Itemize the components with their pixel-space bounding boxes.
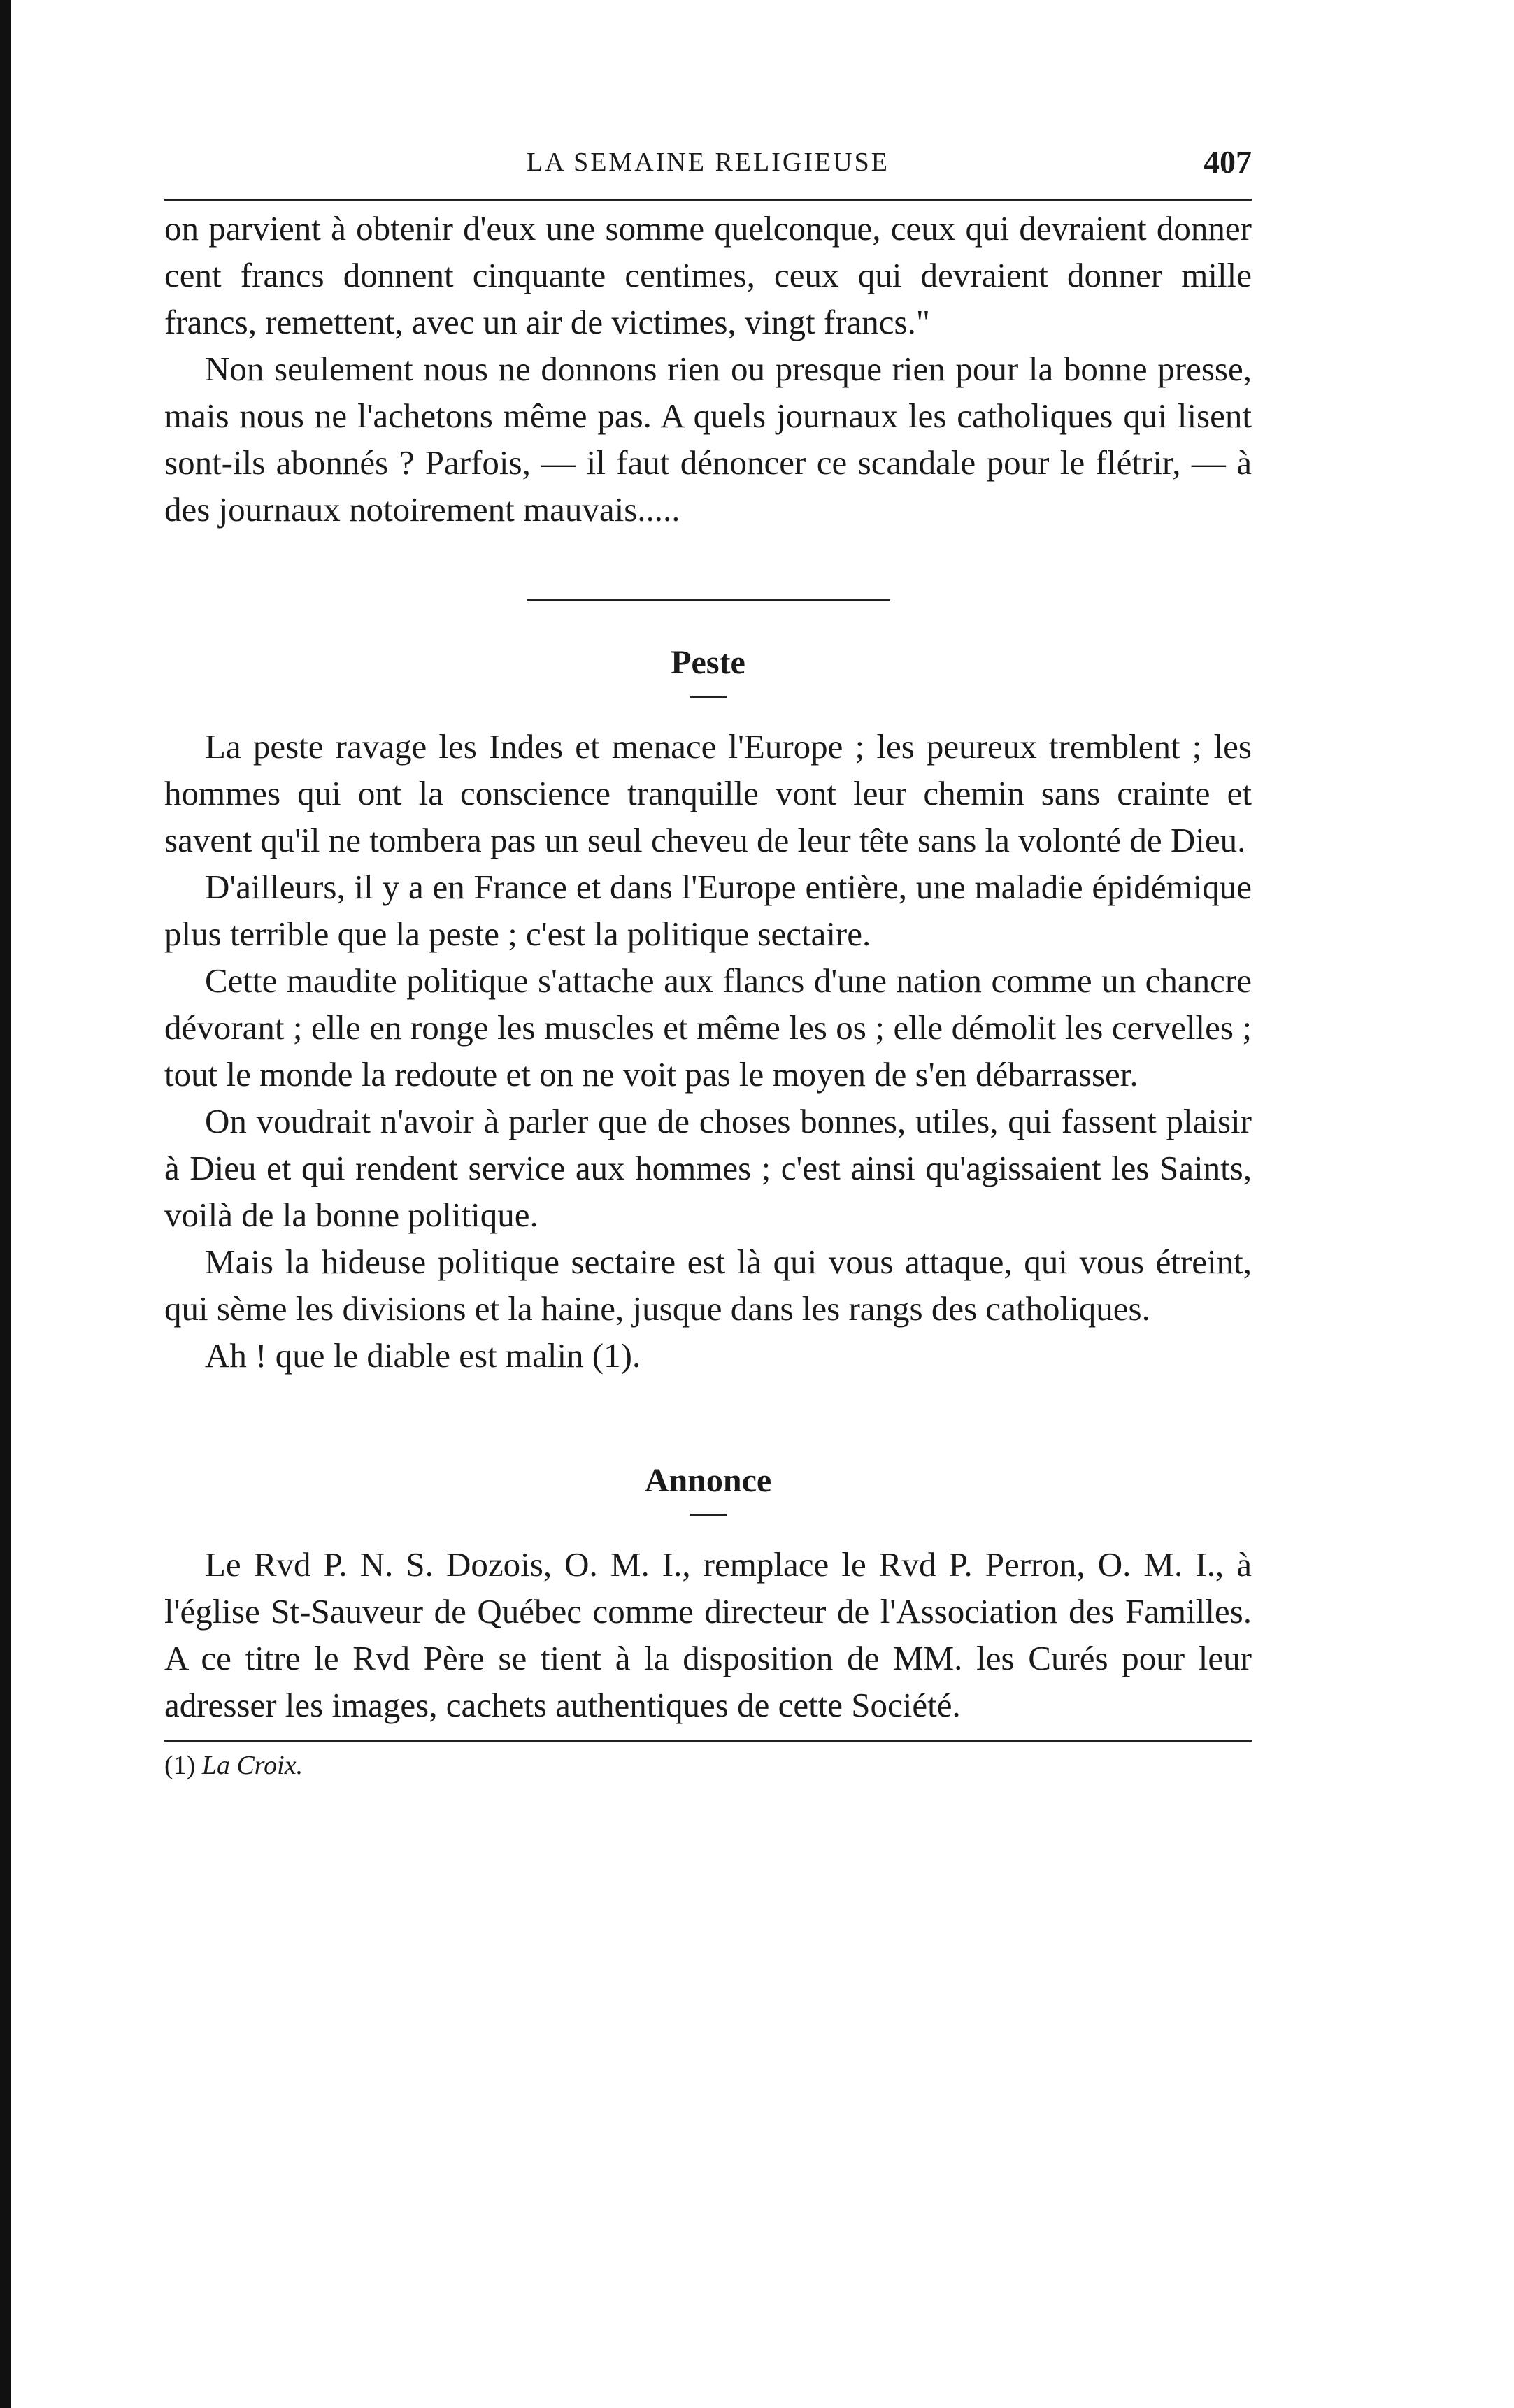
running-header: [164, 140, 1252, 196]
title-dash: [690, 696, 727, 698]
peste-paragraph-1: La peste ravage les Indes et menace l'Europe ; les peureux tremblent ; les hommes qui ont la conscience tranquille vont leur chemin sans crainte et savent qu'il ne tombera pas un seul cheveu de leur tête sans la volonté de Dieu.: [164, 727, 1252, 859]
title-dash: [690, 1514, 727, 1516]
annonce-article: [164, 1541, 1252, 1728]
annonce-paragraph: Le Rvd P. N. S. Dozois, O. M. I., remplace le Rvd P. Perron, O. M. I., à l'église St-Sauveur de Québec comme directeur de l'Association des Familles. A ce titre le Rvd Père se tient à la disposition de MM. les Curés pour leur adresser les images, cachets authentiques de cette Société.: [164, 1545, 1252, 1724]
intro-paragraph-2: Non seulement nous ne donnons rien ou presque rien pour la bonne presse, mais nous ne l'achetons même pas. A quels journaux les catholiques qui lisent sont-ils abonnés ? Parfois, — il faut dénoncer ce scandale pour le flétrir, — à des journaux notoirement mauvais.....: [164, 350, 1252, 529]
footnote: [164, 1747, 1252, 1784]
peste-article: [164, 723, 1252, 1379]
page-number: 407: [1204, 144, 1252, 180]
section-title-annonce: Annonce: [644, 1462, 772, 1499]
footnote-rule: [164, 1740, 1252, 1742]
document-page: [164, 140, 1252, 1784]
peste-paragraph-6: Ah ! que le diable est malin (1).: [205, 1336, 641, 1375]
header-rule: [164, 199, 1252, 201]
footnote-source: La Croix.: [201, 1751, 303, 1780]
journal-title: LA SEMAINE RELIGIEUSE: [527, 148, 890, 177]
peste-paragraph-5: Mais la hideuse politique sectaire est là qui vous attaque, qui vous étreint, qui sème les divisions et la haine, jusque dans les rangs des catholiques.: [164, 1242, 1252, 1328]
section-separator: [527, 599, 890, 601]
peste-paragraph-2: D'ailleurs, il y a en France et dans l'Europe entière, une maladie épidémique plus terrible que la peste ; c'est la politique sectaire.: [164, 868, 1252, 953]
footnote-marker: (1): [164, 1751, 196, 1780]
intro-text: [164, 205, 1252, 533]
section-title-peste: Peste: [671, 644, 745, 681]
peste-paragraph-4: On voudrait n'avoir à parler que de choses bonnes, utiles, qui fassent plaisir à Dieu et qui rendent service aux hommes ; c'est ainsi qu'agissaient les Saints, voilà de la bonne politique.: [164, 1102, 1252, 1234]
page-binding-edge: [0, 0, 11, 2408]
intro-paragraph-1: on parvient à obtenir d'eux une somme quelconque, ceux qui devraient donner cent francs donnent cinquante centimes, ceux qui devraient donner mille francs, remettent, avec un air de victimes, vingt francs.": [164, 209, 1252, 341]
peste-paragraph-3: Cette maudite politique s'attache aux flancs d'une nation comme un chancre dévorant ; elle en ronge les muscles et même les os ; elle démolit les cervelles ; tout le monde la redoute et on ne voit pas le moyen de s'en débarrasser.: [164, 961, 1252, 1094]
